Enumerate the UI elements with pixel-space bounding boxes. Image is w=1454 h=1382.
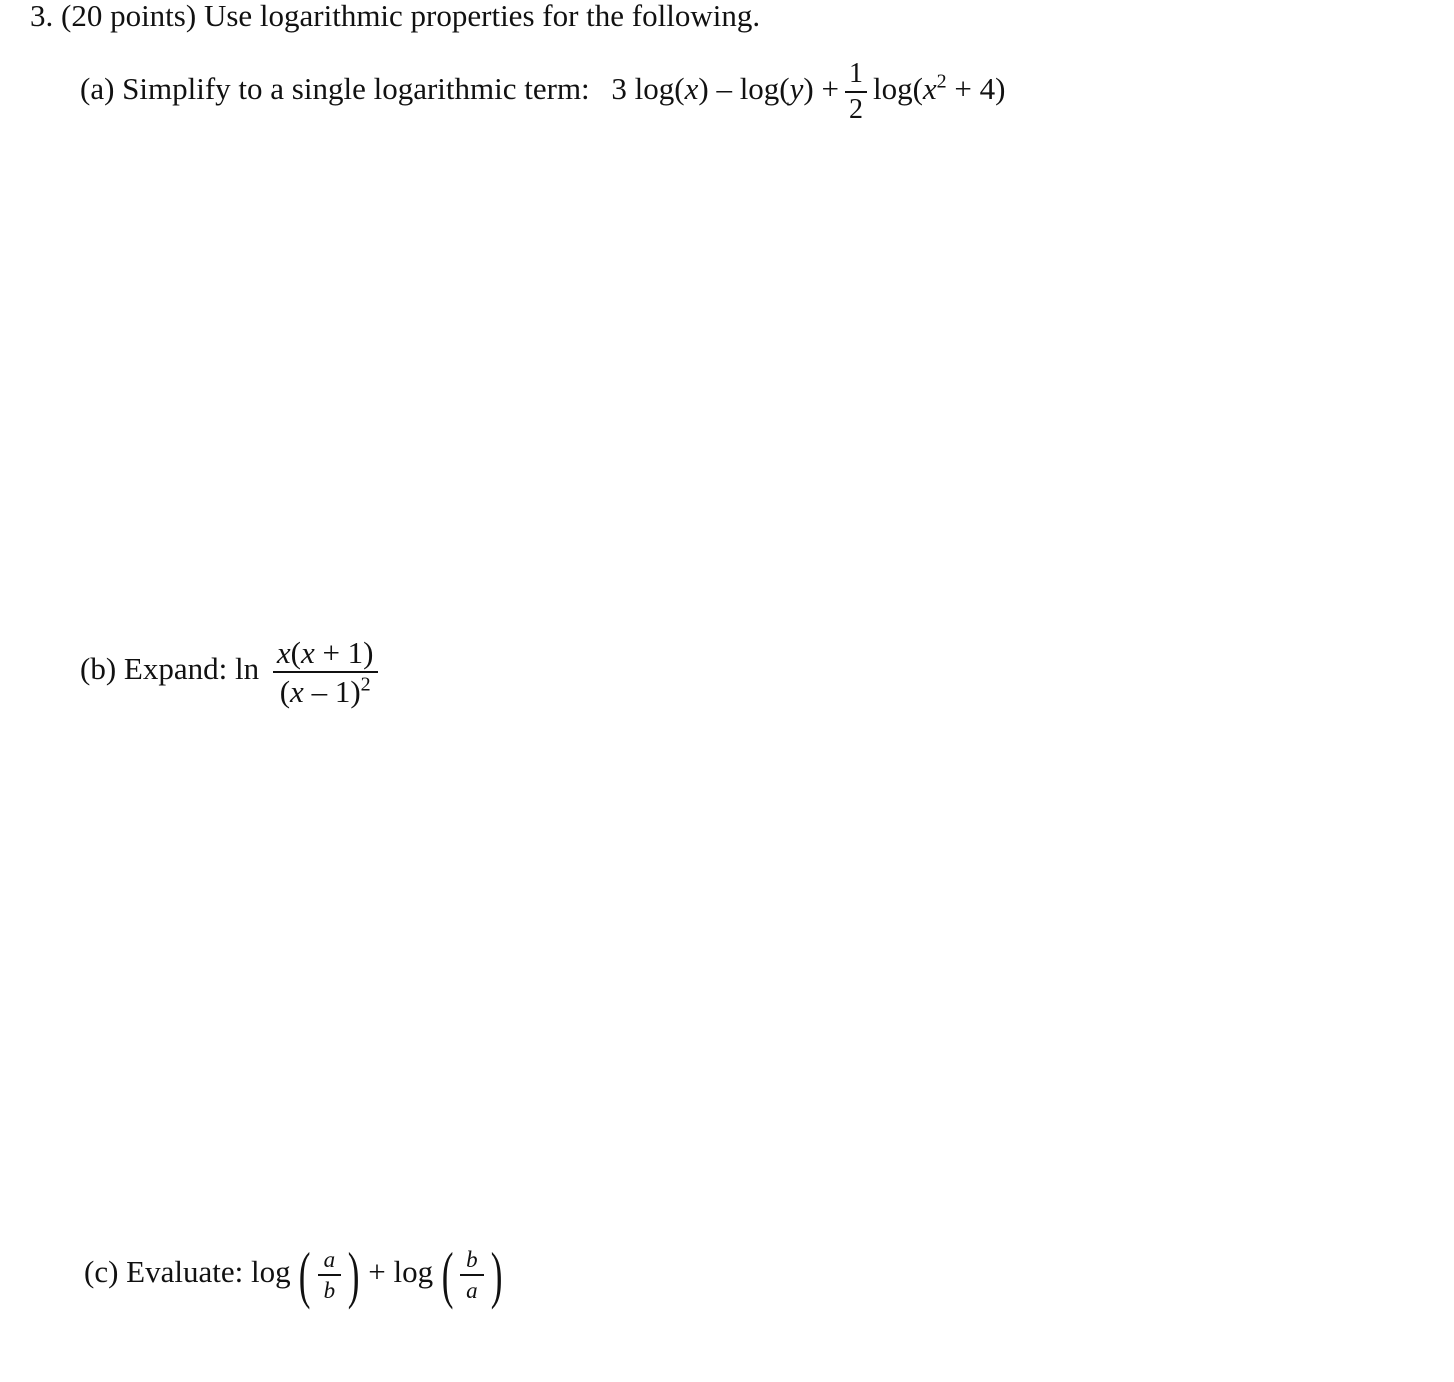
problem-number: 3. <box>30 0 54 33</box>
left-paren-1: ( <box>299 1239 311 1310</box>
term-minus-log: ) – log( <box>698 70 790 106</box>
var-x-squared-base: x <box>922 70 937 106</box>
right-paren-1: ) <box>347 1239 360 1310</box>
ln-function: ln <box>234 650 260 686</box>
den-x: x <box>290 673 304 709</box>
num-plus-1: + 1) <box>314 635 374 670</box>
fraction-a-over-b <box>318 1248 342 1301</box>
num-x: x <box>276 635 291 670</box>
var-x: x <box>684 70 699 106</box>
part-a-label: (a) <box>80 70 115 106</box>
part-a-prompt: Simplify to a single logarithmic term: <box>122 70 590 106</box>
num-x2: x <box>300 635 315 670</box>
part-a <box>80 60 1005 124</box>
fraction-bar <box>460 1274 484 1275</box>
expand-denominator <box>273 673 378 709</box>
part-b-label: (b) <box>80 650 117 686</box>
term-log-open: log( <box>872 70 923 106</box>
fraction-bar <box>318 1274 342 1275</box>
part-b-prompt: Expand: <box>123 650 228 686</box>
part-b <box>80 637 384 707</box>
fraction-b-over-a <box>460 1248 484 1301</box>
frac1-numerator: a <box>323 1247 336 1273</box>
part-c <box>84 1239 503 1310</box>
problem-header <box>30 0 760 31</box>
var-y: y <box>789 70 804 106</box>
den-exponent: 2 <box>360 673 371 696</box>
part-a-expression <box>611 58 1006 125</box>
problem-points: (20 points) <box>61 0 197 33</box>
part-c-prompt: Evaluate: <box>126 1254 244 1290</box>
problem-instruction: Use logarithmic properties for the following. <box>203 0 761 33</box>
frac2-denominator: a <box>466 1277 478 1303</box>
log-function-1: log <box>250 1254 291 1290</box>
num-open-paren: ( <box>290 635 301 670</box>
frac1-denominator: b <box>323 1277 336 1303</box>
fraction-bar <box>845 91 867 93</box>
fraction-numerator: 1 <box>848 58 863 89</box>
fraction-one-half <box>845 60 867 124</box>
term-plus-4: + 4) <box>946 70 1006 106</box>
fraction-denominator: 2 <box>848 93 863 125</box>
plus-log: + log <box>368 1254 434 1290</box>
frac2-numerator: b <box>466 1247 478 1273</box>
term-3logx-prefix: 3 log( <box>611 70 685 106</box>
exponent: 2 <box>936 70 947 93</box>
left-paren-2: ( <box>441 1239 454 1310</box>
den-open-paren: ( <box>279 673 291 709</box>
expand-fraction <box>273 637 378 707</box>
den-minus-1: – 1) <box>303 673 361 709</box>
right-paren-2: ) <box>490 1239 503 1310</box>
part-c-label: (c) <box>84 1254 119 1290</box>
expand-numerator <box>273 637 378 668</box>
term-plus: ) + <box>803 70 839 106</box>
